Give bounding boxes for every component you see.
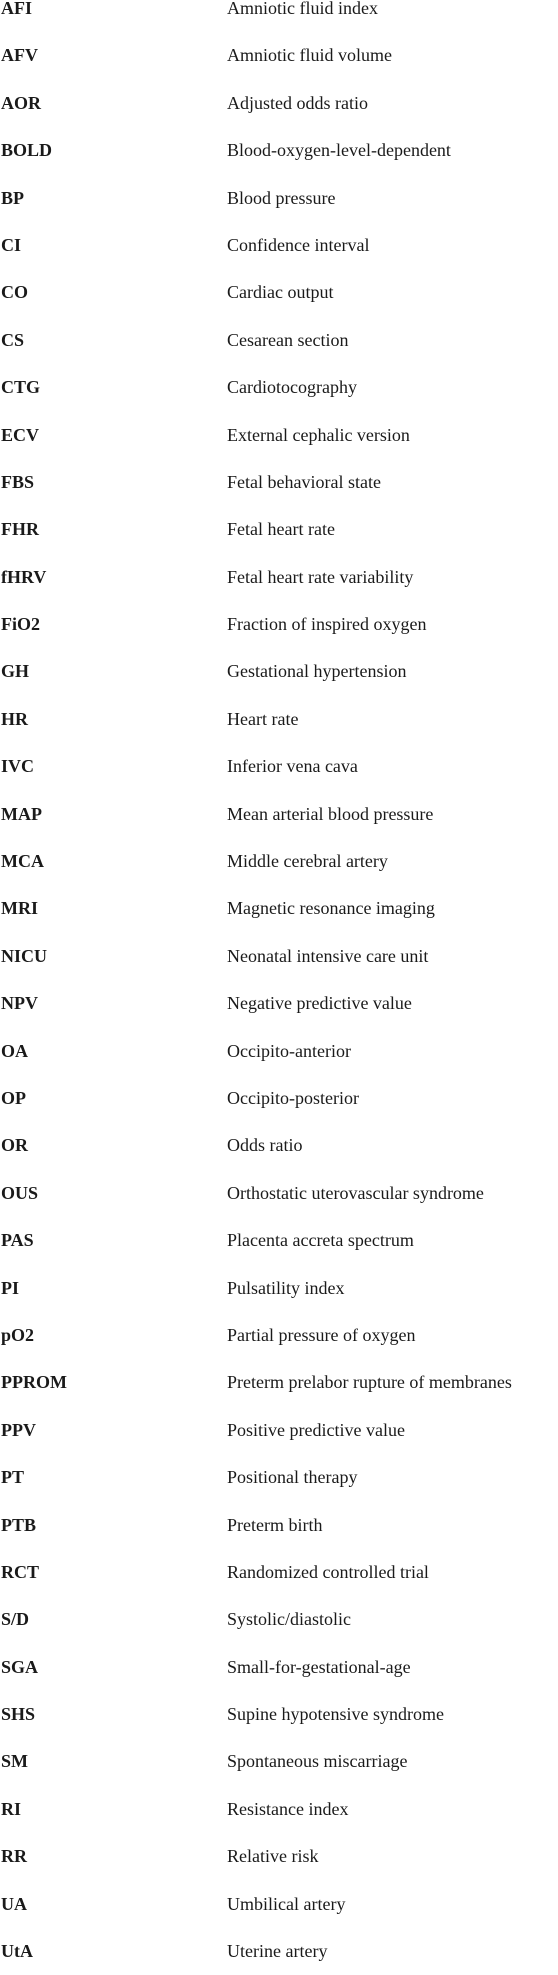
abbreviation-row <box>0 1312 558 1359</box>
abbreviation-row <box>0 412 558 459</box>
abbreviation-definition: Amniotic fluid volume <box>227 45 392 66</box>
abbreviation-row <box>0 459 558 506</box>
abbreviation-term: OR <box>1 1135 28 1156</box>
abbreviation-definition: Magnetic resonance imaging <box>227 898 435 919</box>
abbreviation-definition: Positive predictive value <box>227 1419 405 1440</box>
abbreviation-definition: Negative predictive value <box>227 993 412 1014</box>
abbreviation-definition: Partial pressure of oxygen <box>227 1324 416 1345</box>
abbreviation-definition: Cardiotocography <box>227 377 357 398</box>
abbreviation-definition: Neonatal intensive care unit <box>227 945 429 966</box>
abbreviation-row <box>0 980 558 1027</box>
abbreviation-definition: Relative risk <box>227 1846 319 1867</box>
abbreviation-term: pO2 <box>1 1324 35 1345</box>
abbreviation-row <box>0 885 558 932</box>
abbreviation-row <box>0 1359 558 1406</box>
abbreviation-definition: Fetal behavioral state <box>227 471 381 492</box>
abbreviation-definition: Spontaneous miscarriage <box>227 1751 408 1772</box>
abbreviation-term: OA <box>1 1040 28 1061</box>
abbreviation-row <box>0 648 558 695</box>
abbreviation-term: S/D <box>1 1609 30 1630</box>
abbreviation-row <box>0 933 558 980</box>
abbreviation-row <box>0 1596 558 1643</box>
abbreviation-row <box>0 364 558 411</box>
abbreviation-definition: Uterine artery <box>227 1941 328 1962</box>
abbreviation-row <box>0 127 558 174</box>
abbreviation-term: PI <box>1 1277 19 1298</box>
abbreviation-term: CO <box>1 282 28 303</box>
abbreviation-definition: Mean arterial blood pressure <box>227 803 434 824</box>
abbreviation-definition: Cardiac output <box>227 282 334 303</box>
abbreviation-definition: Odds ratio <box>227 1135 303 1156</box>
abbreviation-term: SHS <box>1 1704 36 1725</box>
abbreviation-term: MRI <box>1 898 38 919</box>
abbreviation-term: NPV <box>1 993 38 1014</box>
abbreviation-definition: Preterm birth <box>227 1514 323 1535</box>
abbreviation-term: SGA <box>1 1656 39 1677</box>
abbreviation-row <box>0 1502 558 1549</box>
abbreviation-term: NICU <box>1 945 48 966</box>
abbreviation-definition: Cesarean section <box>227 329 349 350</box>
abbreviation-row <box>0 1833 558 1880</box>
abbreviation-definition: Fraction of inspired oxygen <box>227 614 427 635</box>
abbreviation-row <box>0 1738 558 1785</box>
abbreviation-row <box>0 1549 558 1596</box>
abbreviation-definition: Fetal heart rate <box>227 519 335 540</box>
abbreviation-row <box>0 743 558 790</box>
abbreviation-definition: Placenta accreta spectrum <box>227 1230 414 1251</box>
abbreviation-row <box>0 838 558 885</box>
abbreviation-term: BOLD <box>1 140 53 161</box>
abbreviation-term: FHR <box>1 519 39 540</box>
abbreviation-row <box>0 1454 558 1501</box>
abbreviation-definition: Supine hypotensive syndrome <box>227 1704 444 1725</box>
abbreviation-term: UtA <box>1 1941 33 1962</box>
abbreviation-row <box>0 1217 558 1264</box>
abbreviation-definition: Occipito-posterior <box>227 1087 359 1108</box>
abbreviation-definition: External cephalic version <box>227 424 410 445</box>
abbreviation-row <box>0 0 558 32</box>
abbreviation-row <box>0 696 558 743</box>
abbreviation-term: SM <box>1 1751 28 1772</box>
abbreviation-row <box>0 1644 558 1691</box>
abbreviation-term: FBS <box>1 471 35 492</box>
abbreviation-term: GH <box>1 661 30 682</box>
abbreviation-term: AOR <box>1 92 41 113</box>
abbreviation-term: OUS <box>1 1182 39 1203</box>
abbreviation-row <box>0 791 558 838</box>
abbreviation-definition: Randomized controlled trial <box>227 1561 429 1582</box>
abbreviation-row <box>0 80 558 127</box>
abbreviation-row <box>0 32 558 79</box>
abbreviation-term: PTB <box>1 1514 37 1535</box>
abbreviation-definition: Heart rate <box>227 708 299 729</box>
abbreviation-row <box>0 1407 558 1454</box>
abbreviation-row <box>0 222 558 269</box>
abbreviation-term: OP <box>1 1087 26 1108</box>
abbreviation-definition: Resistance index <box>227 1798 349 1819</box>
abbreviation-row <box>0 1928 558 1975</box>
abbreviation-term: PPV <box>1 1419 36 1440</box>
abbreviation-term: fHRV <box>1 566 47 587</box>
abbreviation-row <box>0 269 558 316</box>
abbreviation-definition: Occipito-anterior <box>227 1040 351 1061</box>
abbreviation-term: AFI <box>1 0 32 18</box>
abbreviation-definition: Adjusted odds ratio <box>227 92 368 113</box>
abbreviation-definition: Inferior vena cava <box>227 756 358 777</box>
abbreviation-term: CI <box>1 234 22 255</box>
abbreviation-row <box>0 1691 558 1738</box>
abbreviation-definition: Amniotic fluid index <box>227 0 378 18</box>
abbreviation-term: CS <box>1 329 25 350</box>
abbreviation-term: FiO2 <box>1 614 40 635</box>
abbreviation-row <box>0 506 558 553</box>
abbreviation-term: CTG <box>1 377 41 398</box>
abbreviation-term: RCT <box>1 1561 40 1582</box>
abbreviation-term: PAS <box>1 1230 34 1251</box>
abbreviation-definition: Middle cerebral artery <box>227 851 388 872</box>
abbreviation-term: UA <box>1 1893 27 1914</box>
abbreviation-row <box>0 1028 558 1075</box>
abbreviation-definition: Preterm prelabor rupture of membranes <box>227 1372 512 1393</box>
abbreviation-row <box>0 554 558 601</box>
abbreviation-row <box>0 1265 558 1312</box>
abbreviation-term: RI <box>1 1798 22 1819</box>
abbreviation-term: PPROM <box>1 1372 67 1393</box>
abbreviation-row <box>0 317 558 364</box>
abbreviation-definition: Blood-oxygen-level-dependent <box>227 140 451 161</box>
abbreviation-row <box>0 1122 558 1169</box>
abbreviation-term: AFV <box>1 45 38 66</box>
abbreviation-row <box>0 601 558 648</box>
abbreviation-term: BP <box>1 187 25 208</box>
abbreviation-definition: Gestational hypertension <box>227 661 407 682</box>
abbreviation-term: MCA <box>1 851 44 872</box>
abbreviation-definition: Orthostatic uterovascular syndrome <box>227 1182 484 1203</box>
abbreviation-definition: Confidence interval <box>227 234 370 255</box>
abbreviation-term: RR <box>1 1846 27 1867</box>
abbreviation-definition: Systolic/diastolic <box>227 1609 351 1630</box>
abbreviation-definition: Positional therapy <box>227 1467 358 1488</box>
abbreviation-term: ECV <box>1 424 40 445</box>
abbreviation-row <box>0 1170 558 1217</box>
abbreviation-definition: Umbilical artery <box>227 1893 346 1914</box>
abbreviation-definition: Pulsatility index <box>227 1277 345 1298</box>
abbreviation-row <box>0 1786 558 1833</box>
abbreviation-row <box>0 175 558 222</box>
abbreviation-term: MAP <box>1 803 42 824</box>
abbreviation-term: HR <box>1 708 28 729</box>
abbreviation-definition: Blood pressure <box>227 187 336 208</box>
abbreviation-term: PT <box>1 1467 25 1488</box>
abbreviation-definition: Small-for-gestational-age <box>227 1656 411 1677</box>
abbreviation-row <box>0 1881 558 1928</box>
abbreviation-term: IVC <box>1 756 35 777</box>
abbreviation-definition: Fetal heart rate variability <box>227 566 414 587</box>
abbreviation-row <box>0 1075 558 1122</box>
